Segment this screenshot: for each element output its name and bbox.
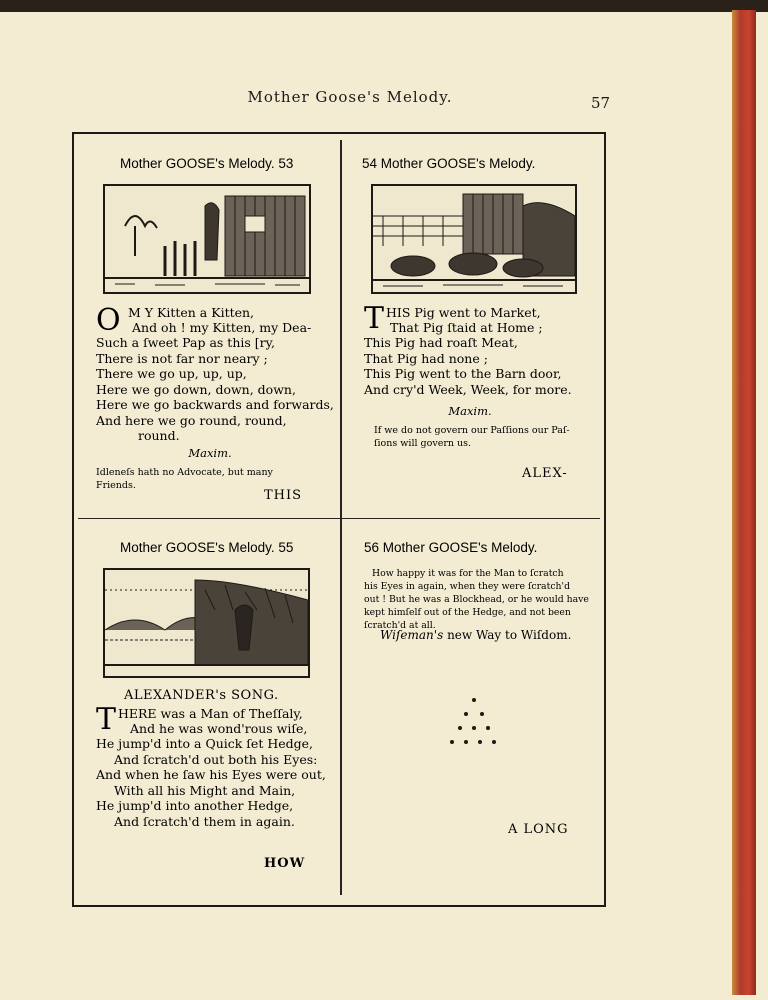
panel-header: 54 Mother GOOSE's Melody. <box>362 156 536 171</box>
verse-line: He jump'd into another Hedge, <box>96 798 294 813</box>
ornament-dot <box>464 712 468 716</box>
catchword: ALEX- <box>522 466 568 481</box>
catchword: THIS <box>264 488 303 503</box>
commentary-line: ſcratch'd at all. <box>364 620 436 631</box>
verse-line: round. <box>138 428 180 443</box>
verse-line: Here we go backwards and forwards, <box>96 397 334 412</box>
verse-line: And here we go round, round, <box>96 412 287 428</box>
commentary-line: his Eyes in again, when they were ſcratch'd <box>364 581 571 592</box>
ornament-dot <box>472 698 476 702</box>
source-title: new Way to Wiſdom. <box>447 628 572 642</box>
ornament-dot <box>486 726 490 730</box>
verse-line-1: HIS Pig went to Market, <box>386 305 541 320</box>
commentary-text <box>364 567 589 632</box>
panel-header: Mother GOOSE's Melody. 53 <box>120 156 294 171</box>
verse-line: This Pig went to the Barn door, <box>364 366 562 381</box>
ornament-dot <box>458 726 462 730</box>
panel-header: Mother GOOSE's Melody. 55 <box>120 540 294 555</box>
ornament-dot <box>464 740 468 744</box>
source-attribution <box>380 628 571 644</box>
verse-block <box>96 736 326 829</box>
commentary-line: How happy it was for the Man to ſcratch <box>372 568 564 579</box>
verse-line: There is not far nor neary ; <box>96 350 268 366</box>
maxim-label: Maxim. <box>188 446 232 460</box>
catchword: HOW <box>264 856 306 871</box>
commentary-line: out ! But he was a Blockhead, or he would have <box>364 594 589 605</box>
commentary-line: kept himſelf out of the Hedge, and not been <box>364 607 571 618</box>
page-number: 57 <box>591 94 611 112</box>
panel-header: 56 Mother GOOSE's Melody. <box>364 540 538 555</box>
verse-line-2: And oh ! my Kitten, my Dea- <box>132 320 312 335</box>
catchword: A LONG <box>508 822 569 837</box>
verse-line-2: That Pig ſtaid at Home ; <box>390 320 543 335</box>
woodcut-kitten <box>103 184 311 294</box>
running-head: Mother Goose's Melody. <box>247 88 453 106</box>
maxim-label: Maxim. <box>448 404 492 418</box>
drop-cap: O <box>96 303 121 338</box>
verse-line: Such a ſweet Pap as this [ry, <box>96 335 275 350</box>
verse-line: And when he ſaw his Eyes were out, <box>96 767 326 782</box>
verse-line: And cry'd Week, Week, for more. <box>364 381 572 397</box>
verse-line: There we go up, up, up, <box>96 366 247 381</box>
drop-cap: T <box>364 301 385 336</box>
verse-block <box>364 335 572 397</box>
source-author: Wiſeman's <box>380 628 444 642</box>
maxim-line: If we do not govern our Paſſions our Paſ- <box>374 425 570 436</box>
maxim-line: ſions will govern us. <box>374 438 472 449</box>
verse-line: And ſcratch'd them in again. <box>114 813 295 829</box>
verse-line: He jump'd into a Quick ſet Hedge, <box>96 736 313 751</box>
verse-line-1: M Y Kitten a Kitten, <box>128 305 255 320</box>
verse-line-1: HERE was a Man of Theſſaly, <box>118 706 303 721</box>
ornament-dot <box>472 726 476 730</box>
woodcut-pigs <box>371 184 577 294</box>
drop-cap: T <box>96 702 117 737</box>
verse-line: That Pig had none ; <box>364 350 488 366</box>
panel-divider-horizontal <box>78 518 600 519</box>
verse-line-2: And he was wond'rous wiſe, <box>130 721 308 736</box>
verse-block <box>96 335 334 444</box>
ornament-dot <box>492 740 496 744</box>
verse-line: And ſcratch'd out both his Eyes: <box>114 751 318 767</box>
maxim-line: Friends. <box>96 480 136 491</box>
book-top-edge <box>0 0 768 12</box>
woodcut-hedge <box>103 568 310 678</box>
book-spine-binding <box>732 10 756 995</box>
maxim-text <box>374 424 570 450</box>
maxim-line: Idleneſs hath no Advocate, but many <box>96 467 273 478</box>
verse-line: This Pig had roaſt Meat, <box>364 335 518 350</box>
ornament-dot <box>480 712 484 716</box>
maxim-text <box>96 466 273 492</box>
song-title: ALEXANDER's SONG. <box>124 688 279 703</box>
verse-line: Here we go down, down, down, <box>96 381 296 397</box>
verse-line: With all his Might and Main, <box>114 782 296 798</box>
ornament-dot <box>478 740 482 744</box>
ornament-dot <box>450 740 454 744</box>
